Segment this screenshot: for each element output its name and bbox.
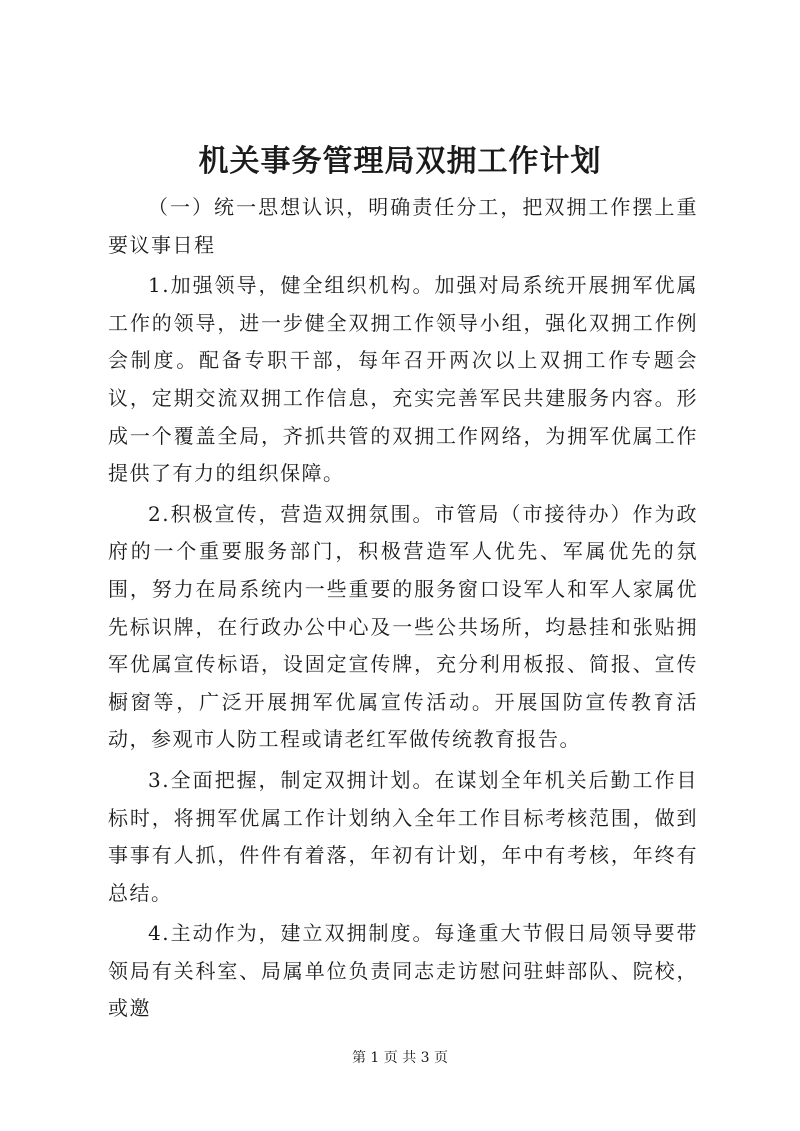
body-paragraph-1: 1.加强领导，健全组织机构。加强对局系统开展拥军优属工作的领导，进一步健全双拥工作领导小组，强化双拥工作例会制度。配备专职干部，每年召开两次以上双拥工作专题会议，定期交流双拥工作信息，充实完善军民共建服务内容。形成一个覆盖全局，齐抓共管的双拥工作网络，为拥军优属工作提供了有力的组织保障。: [108, 273, 698, 486]
body-paragraph-2: 2.积极宣传，营造双拥氛围。市管局（市接待办）作为政府的一个重要服务部门，积极营造军人优先、军属优先的氛围，努力在局系统内一些重要的服务窗口设军人和军人家属优先标识牌，在行政办公中心及一些公共场所，均悬挂和张贴拥军优属宣传标语，设固定宣传牌，充分利用板报、简报、宣传橱窗等，广泛开展拥军优属宣传活动。开展国防宣传教育活动，参观市人防工程或请老红军做传统教育报告。: [108, 501, 698, 752]
document-body: [108, 189, 698, 1028]
page-number-footer: 第 1 页 共 3 页: [351, 1050, 449, 1066]
body-paragraph-3: 3.全面把握，制定双拥计划。在谋划全年机关后勤工作目标时，将拥军优属工作计划纳入全年工作目标考核范围，做到事事有人抓，件件有着落，年初有计划，年中有考核，年终有总结。: [108, 767, 698, 905]
body-paragraph-4: 4.主动作为，建立双拥制度。每逢重大节假日局领导要带领局有关科室、局属单位负责同志走访慰问驻蚌部队、院校，或邀: [108, 921, 698, 1021]
section-heading-paragraph: （一）统一思想认识，明确责任分工，把双拥工作摆上重要议事日程: [108, 195, 698, 257]
document-title: 机关事务管理局双拥工作计划: [198, 144, 602, 179]
